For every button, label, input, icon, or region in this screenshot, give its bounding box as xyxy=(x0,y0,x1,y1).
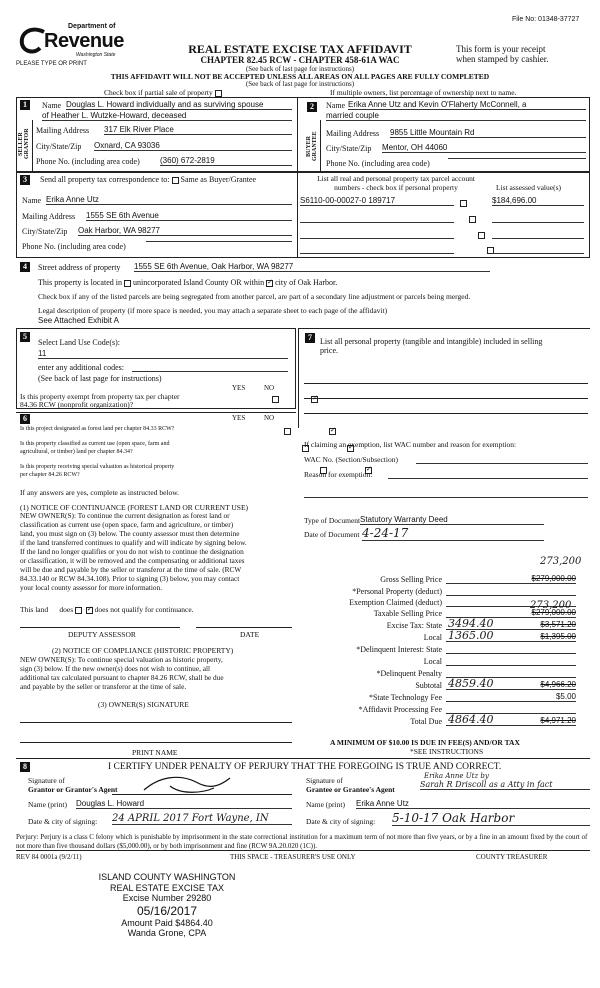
wac-number-field[interactable] xyxy=(416,454,588,464)
print-name-label: PRINT NAME xyxy=(132,748,178,757)
excise-state-label: Excise Tax: State xyxy=(386,621,442,630)
delinquent-local-label: Local xyxy=(423,657,442,666)
does-checkbox[interactable] xyxy=(75,607,82,614)
exemption-label: If claiming an exemption, list WAC number and reason for exemption: xyxy=(304,440,517,449)
legal-description-label: Legal description of property (if more space is needed, you may attach a separate sheet to each page of the affidavit) xyxy=(38,306,388,315)
personal-property-deduct: *Personal Property (deduct) xyxy=(352,587,442,596)
partial-sale-row xyxy=(104,88,222,97)
form-subtitle: CHAPTER 82.45 RCW - CHAPTER 458-61A WAC xyxy=(200,55,400,65)
notice-compliance-title: (2) NOTICE OF COMPLIANCE (HISTORIC PROPERTY) xyxy=(52,646,234,655)
personal-property-field[interactable] xyxy=(446,586,576,596)
corr-address[interactable]: 1555 SE 6th Avenue xyxy=(86,211,292,221)
stamp-county: ISLAND COUNTY WASHINGTON xyxy=(98,872,236,882)
subtotal-label: Subtotal xyxy=(415,681,442,690)
wac-label: WAC No. (Section/Subsection) xyxy=(304,455,398,464)
no-header-5: NO xyxy=(264,384,275,392)
taxable-hand-correction: 273,200 xyxy=(530,600,572,611)
treasurer-stamp xyxy=(92,872,242,939)
section-1-marker: 1 xyxy=(20,100,30,110)
tech-fee-label: *State Technology Fee xyxy=(368,693,442,702)
gross-hand-correction: 273,200 xyxy=(540,556,582,567)
forest-question: Is this project designated as forest land per chapter 84.33 RCW? xyxy=(20,426,175,432)
exempt-question-2: 84.36 RCW (nonprofit organization)? xyxy=(20,400,134,409)
notice-line: or classification, it will be removed and the compensating or additional taxes xyxy=(20,556,245,565)
multiple-owners-note: If multiple owners, list percentage of ownership next to name. xyxy=(330,88,517,97)
buyer-phone[interactable] xyxy=(448,158,586,159)
warning-banner: THIS AFFIDAVIT WILL NOT BE ACCEPTED UNLESS ALL AREAS ON ALL PAGES ARE FULLY COMPLETED xyxy=(110,72,490,81)
section-5-marker: 5 xyxy=(20,332,30,342)
reason-field-2[interactable] xyxy=(304,488,588,498)
owner-print-line[interactable] xyxy=(20,742,292,743)
section-8-marker: 8 xyxy=(20,762,30,772)
subtotal[interactable]: $4,966.20 xyxy=(446,680,576,690)
notice-line: classification as current use (open space, farm and agriculture, or timber) xyxy=(20,520,234,529)
correspondence-label: Send all property tax correspondence to: xyxy=(40,175,170,184)
document-date[interactable]: 4-24-17 xyxy=(362,526,544,541)
delinquent-state-label: *Delinquent Interest: State xyxy=(356,645,442,654)
total-hand: 4864.40 xyxy=(448,713,494,726)
buyer-name-label: Name xyxy=(326,101,346,110)
grantor-printed-name[interactable]: Douglas L. Howard xyxy=(76,799,292,809)
owner-signature-line[interactable] xyxy=(20,722,292,723)
forest-no-checkbox[interactable] xyxy=(329,428,336,435)
current-use-question-1: Is this property classified as current use (open space, farm and xyxy=(20,441,170,447)
taxable-selling-price[interactable]: $279,000.00 xyxy=(446,608,576,618)
buyer-city[interactable]: Mentor, OH 44060 xyxy=(382,143,586,153)
receipt-line2: when stamped by cashier. xyxy=(456,54,549,64)
seller-city-label: City/State/Zip xyxy=(36,142,82,151)
tech-fee[interactable]: $5.00 xyxy=(446,692,576,702)
parcel-1-personal-checkbox[interactable] xyxy=(460,200,467,207)
notice-compliance-text xyxy=(20,655,300,691)
corr-name-label: Name xyxy=(22,196,42,205)
grantee-sig-label-2: Grantee or Grantee's Agent xyxy=(306,785,395,794)
corr-phone-label: Phone No. (including area code) xyxy=(22,242,126,251)
notice-line: if the land transferred continues to qualify and will indicate by signing below. xyxy=(20,538,247,547)
section-4-marker: 4 xyxy=(20,262,30,272)
buyer-city-label: City/State/Zip xyxy=(326,144,372,153)
grantor-signature[interactable] xyxy=(140,772,236,796)
excise-state[interactable]: $3,571.20 xyxy=(446,620,576,630)
notice-line: and payable by the seller or transferor at the time of sale. xyxy=(20,682,187,691)
any-yes-note: If any answers are yes, complete as instructed below. xyxy=(20,488,180,497)
assessed-value-3[interactable] xyxy=(492,229,584,239)
notice-line: will be due and payable by the seller or transferor at the time of sale. (RCW xyxy=(20,565,242,574)
deputy-assessor-label: DEPUTY ASSESSOR xyxy=(68,630,136,639)
notice-line: land, you must sign on (3) below. The county assessor must then determine xyxy=(20,529,240,538)
no-header-6: NO xyxy=(264,414,275,422)
buyer-address-label: Mailing Address xyxy=(326,129,380,138)
partial-sale-label: Check box if partial sale of property xyxy=(104,88,213,97)
see-back-2: (See back of last page for instructions) xyxy=(245,80,355,88)
delinquent-penalty-label: *Delinquent Penalty xyxy=(376,669,442,678)
logo-name: Revenue xyxy=(44,30,124,52)
notice-line: If the land no longer qualifies or you do not wish to continue the designation xyxy=(20,547,244,556)
does-label: does xyxy=(59,605,74,614)
form-title: REAL ESTATE EXCISE TAX AFFIDAVIT xyxy=(188,42,412,56)
parcel-number-1[interactable]: S6110-00-00027-0 189717 xyxy=(300,196,454,206)
forest-yes-checkbox[interactable] xyxy=(284,428,291,435)
correspondence-row xyxy=(40,175,256,184)
corr-phone[interactable] xyxy=(146,241,292,242)
stamp-signer: Wanda Grone, CPA xyxy=(127,928,207,938)
see-back-instructions: (See back of last page for instructions) xyxy=(245,65,355,73)
gross-selling-price[interactable]: $279,000.00 xyxy=(446,574,576,584)
corr-address-label: Mailing Address xyxy=(22,212,76,221)
assessor-date-label: DATE xyxy=(240,630,260,639)
form-revision: REV 84 0001a (9/2/11) xyxy=(16,853,82,861)
qualify-row xyxy=(20,605,194,614)
seller-grantor-tag: SELLER GRANTOR xyxy=(18,128,30,160)
grantor-sig-label-2: Grantor or Grantor's Agent xyxy=(28,785,118,794)
historic-question-2: per chapter 84.26 RCW? xyxy=(20,472,80,478)
grantee-date-city[interactable]: 5-10-17 Oak Harbor xyxy=(392,811,590,826)
grantee-signature[interactable]: Sarah R Driscoll as a Atty in fact xyxy=(420,780,590,790)
minimum-fee-note: A MINIMUM OF $10.00 IS DUE IN FEE(S) AND/OR TAX xyxy=(330,738,520,747)
delinquent-state-field[interactable] xyxy=(446,644,576,654)
grantee-printed-name[interactable]: Erika Anne Utz xyxy=(356,799,590,809)
additional-codes-label: enter any additional codes: xyxy=(38,363,124,372)
buyer-grantee-tag: BUYER GRANTEE xyxy=(306,131,318,161)
stamp-title: REAL ESTATE EXCISE TAX xyxy=(109,882,225,893)
county-treasurer-label: COUNTY TREASURER xyxy=(476,853,548,861)
perjury-notice: Perjury: Perjury is a class C felony which is punishable by imprisonment in the state correctional institution for a maximum term of not more than five years, or by a fine in an amount fixed by the court of not more than five thousand dollars ($5,000.00), or by both imprisonment and fine (RCW 9A.20.020 (1C)). xyxy=(16,833,588,850)
buyer-phone-label: Phone No. (including area code) xyxy=(326,159,430,168)
exemption-deduct: Exemption Claimed (deduct) xyxy=(349,598,442,607)
seller-phone[interactable]: (360) 672-2819 xyxy=(160,156,292,166)
same-as-buyer-label: Same as Buyer/Grantee xyxy=(180,175,257,184)
historic-question-1: Is this property receiving special valuation as historical property xyxy=(20,464,175,470)
gross-label: Gross Selling Price xyxy=(380,575,442,584)
corr-city-label: City/State/Zip xyxy=(22,227,68,236)
same-as-buyer-checkbox[interactable] xyxy=(172,177,179,184)
grantee-name-label: Name (print) xyxy=(306,800,345,809)
seller-name-line1[interactable]: Douglas L. Howard individually and as surviving spouse xyxy=(66,100,292,110)
grantee-date-label: Date & city of signing: xyxy=(306,817,376,826)
buyer-address[interactable]: 9855 Little Mountain Rd xyxy=(390,128,586,138)
street-address-label: Street address of property xyxy=(38,263,121,272)
corr-name[interactable]: Erika Anne Utz xyxy=(46,195,292,205)
assessed-value-2[interactable] xyxy=(492,213,584,223)
file-number: File No: 01348-37727 xyxy=(512,16,580,23)
total-due[interactable]: $4,971.20 xyxy=(446,716,576,726)
owner-signature-label: (3) OWNER(S) SIGNATURE xyxy=(98,700,189,709)
state-hand: 3494.40 xyxy=(448,617,494,630)
additional-codes-field[interactable] xyxy=(132,362,288,372)
dor-logo xyxy=(16,20,124,60)
grantor-date-label: Date & city of signing: xyxy=(28,817,98,826)
parcel-2-personal-checkbox[interactable] xyxy=(469,216,476,223)
stamp-date: 05/16/2017 xyxy=(136,903,198,918)
buyer-name-line1[interactable]: Erika Anne Utz and Kevin O'Flaherty McConnell, a xyxy=(348,100,586,110)
does-not-checkbox[interactable] xyxy=(86,607,93,614)
document-type[interactable]: Statutory Warranty Deed xyxy=(360,515,544,525)
doc-type-label: Type of Document xyxy=(304,516,361,525)
see-back-codes: (See back of last page for instructions) xyxy=(38,374,162,383)
corr-city[interactable]: Oak Harbor, WA 98277 xyxy=(78,226,292,236)
doc-date-label: Date of Document xyxy=(304,530,360,539)
taxable-label: Taxable Selling Price xyxy=(373,609,442,618)
seller-address[interactable]: 317 Elk River Place xyxy=(104,125,292,135)
seller-name-line2[interactable]: of Heather L. Wutzke-Howard, deceased xyxy=(42,111,292,121)
section-7-marker: 7 xyxy=(305,333,315,343)
notice-line: NEW OWNER(S): To continue the current designation as forest land or xyxy=(20,511,230,520)
grantor-sig-label-1: Signature of xyxy=(28,776,65,785)
seller-phone-label: Phone No. (including area code) xyxy=(36,157,140,166)
grantor-date-city[interactable]: 24 APRIL 2017 Fort Wayne, IN xyxy=(112,813,292,825)
legal-description-value[interactable]: See Attached Exhibit A xyxy=(38,316,119,325)
parcel-header-2: numbers - check box if personal property xyxy=(334,183,458,192)
yes-header-6: YES xyxy=(232,414,246,422)
notice-continuance-text xyxy=(20,511,300,592)
grantee-sig-note: Erika Anne Utz by xyxy=(424,772,489,780)
logo-state: Washington State xyxy=(76,52,116,58)
yes-header-5: YES xyxy=(232,384,246,392)
notice-line: your local county assessor for more information. xyxy=(20,583,163,592)
exempt-yes-checkbox[interactable] xyxy=(272,396,279,403)
subtotal-hand: 4859.40 xyxy=(448,677,494,690)
assessed-value-4[interactable] xyxy=(492,244,584,254)
grantor-name-label: Name (print) xyxy=(28,800,67,809)
notice-line: NEW OWNER(S): To continue special valuation as historic property, xyxy=(20,655,223,664)
parcel-number-4[interactable] xyxy=(300,244,454,254)
land-use-label: Select Land Use Code(s): xyxy=(38,338,120,347)
parcel-3-personal-checkbox[interactable] xyxy=(478,232,485,239)
seller-address-label: Mailing Address xyxy=(36,126,90,135)
logo-dept: Department of xyxy=(68,23,116,30)
location-row xyxy=(38,278,337,287)
parcel-number-2[interactable] xyxy=(300,213,454,223)
excise-local[interactable]: $1,395.00 xyxy=(446,632,576,642)
reason-label: Reason for exemption: xyxy=(304,470,373,479)
delinquent-local-field[interactable] xyxy=(446,656,576,666)
personal-property-label-1: List all personal property (tangible and intangible) included in selling xyxy=(320,337,543,346)
section-6-marker: 6 xyxy=(20,414,30,424)
segregated-note: Check box if any of the listed parcels are being segregated from another parcel, are part of a secondary line adjustment or parcels being merged. xyxy=(38,292,471,301)
stamp-excise-number: Excise Number 29280 xyxy=(122,893,212,903)
personal-property-label-2: price. xyxy=(320,346,338,355)
please-type: PLEASE TYPE OR PRINT xyxy=(16,61,87,67)
section-2-marker: 2 xyxy=(307,102,317,112)
treasurer-use-only: THIS SPACE - TREASURER'S USE ONLY xyxy=(230,853,356,861)
located-label: This property is located in xyxy=(38,278,122,287)
total-due-label: Total Due xyxy=(410,717,442,726)
assessed-header: List assessed value(s) xyxy=(496,183,561,192)
stamp-amount: Amount Paid $4864.40 xyxy=(121,917,213,928)
notice-line: additional tax calculated pursuant to chapter 84.26 RCW, shall be due xyxy=(20,673,224,682)
seller-city[interactable]: Oxnard, CA 93036 xyxy=(94,141,292,151)
property-street-address[interactable]: 1555 SE 6th Avenue, Oak Harbor, WA 98277 xyxy=(134,262,490,272)
this-land-label: This land xyxy=(20,605,49,614)
city-checkbox[interactable] xyxy=(266,280,273,287)
affidavit-fee-label: *Affidavit Processing Fee xyxy=(358,705,442,714)
parcel-number-3[interactable] xyxy=(300,229,454,239)
parcel-header-1: List all real and personal property tax parcel account xyxy=(317,174,475,183)
see-instructions-note: *SEE INSTRUCTIONS xyxy=(410,747,484,756)
exempt-question-1: Is this property exempt from property tax per chapter xyxy=(20,392,180,401)
local-hand: 1365.00 xyxy=(448,629,494,642)
city-label: city of Oak Harbor. xyxy=(275,278,338,287)
excise-local-label: Local xyxy=(423,633,442,642)
land-use-code[interactable]: 11 xyxy=(38,349,288,359)
unincorporated-checkbox[interactable] xyxy=(124,280,131,287)
seller-name-label: Name xyxy=(42,101,62,110)
notice-line: 84.33.140 or RCW 84.34.108). Prior to signing (3) below, you may contact xyxy=(20,574,240,583)
assessed-value-1[interactable]: $184,696.00 xyxy=(492,196,584,206)
reason-field[interactable] xyxy=(388,469,588,479)
unincorporated-label: unincorporated Island County OR within xyxy=(132,278,265,287)
buyer-name-line2[interactable]: married couple xyxy=(326,111,586,121)
section-3-marker: 3 xyxy=(20,175,30,185)
receipt-line1: This form is your receipt xyxy=(456,44,546,54)
certify-statement: I CERTIFY UNDER PENALTY OF PERJURY THAT THE FOREGOING IS TRUE AND CORRECT. xyxy=(108,762,502,772)
current-use-question-2: agricultural, or timber) land per chapter 84.34? xyxy=(20,449,133,455)
notice-line: sign (3) below. If the new owner(s) does not wish to continue, all xyxy=(20,664,211,673)
grantee-sig-label-1: Signature of xyxy=(306,776,343,785)
partial-sale-checkbox[interactable] xyxy=(215,90,222,97)
notice-continuance-title: (1) NOTICE OF CONTINUANCE (FOREST LAND OR CURRENT USE) xyxy=(20,503,249,512)
does-not-label: does not qualify for continuance. xyxy=(94,605,194,614)
